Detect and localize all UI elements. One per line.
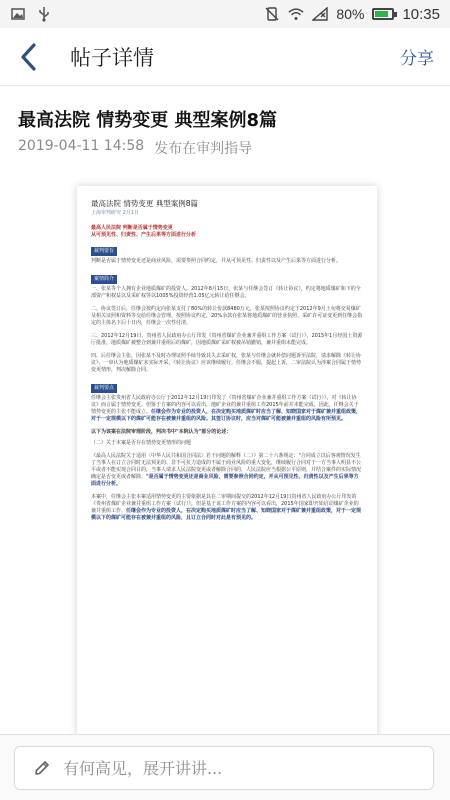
document-paragraph: 二、协议签订后，任继会按约定向张某支付了80%的转让价款8480万元，张某按照协议约定于2012年9月上旬将交易煤矿及相关证照和资料等交给任继会管理。按照协议约定，20%余款在张某将地质煤矿的营业执照、采矿许可证变更到任继会指定的主体名下后十日内，任继会一次性付清。 [91, 306, 363, 326]
page-title: 帖子详情 [70, 45, 154, 70]
section-tag: 裁判要点 [91, 384, 117, 393]
document-paragraph: 四、后任继会主张，因张某不及时办理证照手续导致其失去采矿权，张某与任继会就补偿问题诉至法院，请求解除《转让协议》，一审认为地质煤矿未实际开采，《转让协议》应该继续履行。任继会不服，提起上诉，二审法院认为涉案合同属于情势变更情形，判决解除合同。 [91, 353, 362, 373]
battery-percent: 80% [336, 6, 365, 22]
document-paragraph: （二）关于本案是否存在情势变更情形的问题 [91, 440, 192, 446]
chevron-left-icon [19, 43, 37, 71]
pencil-icon [33, 759, 51, 777]
post-content[interactable] [0, 86, 450, 734]
article-meta [18, 138, 252, 158]
document-subheadline: 从可预见性、归责性、产生后果等方面进行分析 [91, 232, 197, 238]
signal-off-icon [312, 6, 328, 22]
document-image[interactable] [77, 186, 377, 734]
wifi-icon [288, 6, 304, 22]
comment-placeholder: 有何高见，展开讲讲... [63, 759, 223, 778]
document-title: 最高法院 情势变更 典型案例8篇 [91, 199, 199, 208]
document-highlight: 任继会作为专业的投资人，在决定购买地质煤矿时应当了解、知晓国家对于煤矿兼并重组政策，对于一定规模以下的煤矿可能存在被兼并重组的风险。其签订协议时，应当对煤矿可能被兼并重组的风险有所预见。 [91, 409, 362, 422]
status-bar [0, 0, 450, 28]
navigation-bar [0, 28, 450, 86]
document-highlight: "是否属于情势变更还是商业风险，需要参照合同约定，并从可预见性、归责性以及产生后果等方面进行分析。 [91, 474, 359, 487]
section-tag: 裁判要旨 [91, 247, 117, 256]
document-text: 任继会主张贵州省人民政府办公厅于2012年12月19日印发了《贵州省煤矿企业兼并重组工作方案（试行）》，对《转让协议》而言属于情势变更。但鉴于方案的内容可以看出，地矿企业的兼并重组工作2015年前并未能完成，因此，任继会关于情势变更的主张不能成立。 [91, 395, 359, 415]
usb-icon [36, 6, 52, 22]
document-section-heading: 以下为该案在法院审理阶段，判决书中"本院认为"部分的论述： [91, 429, 232, 435]
comment-input[interactable] [14, 746, 434, 790]
share-button[interactable]: 分享 [400, 49, 434, 69]
document-paragraph: 一、张某等个人拥有企业地质煤矿的投资人。2012年8月15日，张某与任继会签订《转让协议》，约定将地质煤矿和下的全部资产和权益以及采矿权等以1005%投资经营1.05亿元转让给任继会。 [91, 286, 361, 299]
battery-icon [372, 8, 394, 20]
article-title: 最高法院 情势变更 典型案例8篇 [18, 110, 278, 131]
document-highlight: 任继会作为专业的投资人，在决定购买地质煤矿时应当了解、知晓国家对于煤矿兼并重组政策，对于一定规模以下的煤矿可能存在被兼并重组的风险，且订立合同时对此是有预见的。 [91, 508, 362, 521]
document-fade [77, 706, 377, 734]
document-text: 《最高人民法院关于适用〈中华人民共和国合同法〉若干问题的解释（二）》第二十六条规定："合同成立以后客观情况发生了当事人在订立合同时无法预见的、非不可抗力造成的不属于商业风险的重大变化，继续履行合同对于一方当事人明显不公平或者不能实现合同目的，当事人请求人民法院变更或者解除合同的，人民法院应当根据公平原则，并结合案件的实际情况确定是否变更或者解除。 [91, 453, 362, 480]
document-paragraph: 判断是否属于情势变更还是商业风险，需要参照合同约定，并从可预见性、归责性以及产生后果等方面进行分析。 [91, 258, 342, 264]
document-paragraph [91, 395, 363, 423]
back-button[interactable] [0, 28, 56, 86]
clock: 10:35 [402, 5, 440, 23]
publish-source[interactable]: 发布在审判指导 [154, 141, 253, 157]
document-paragraph: 三、2012年12月19日，贵州省人民政府办公厅印发《贵州省煤矿企业兼并重组工作方案（试行）》，2015年1月经国土资源厅批准，地质煤矿被整合到兼并重组后的煤矿，因地质煤矿采矿权被吊销撤销，兼并重组未能完成。 [91, 333, 363, 346]
document-headline: 最高人民法院 判断是否属于情势变更 [91, 225, 173, 231]
comment-bar [0, 734, 450, 800]
document-source: 上海审判研究 2月1日 [91, 210, 139, 216]
publish-date: 2019-04-11 14:58 [18, 138, 145, 154]
document-paragraph [91, 494, 363, 522]
vibrate-off-icon [264, 6, 280, 22]
document-text: 本案中，任继会主张本案适用情势变更的主要依据是其在二审期间提交的2012年12月19日贵州省人民政府办公厅印发的《贵州省煤矿企业兼并重组工作方案（试行）》，但是基于该工作方案的内容可以看出，2015年国家即开始启动煤矿企业的兼并重组工作。 [91, 494, 359, 514]
image-icon [10, 6, 26, 22]
document-paragraph [91, 453, 363, 488]
section-tag: 案情简介 [91, 275, 117, 284]
